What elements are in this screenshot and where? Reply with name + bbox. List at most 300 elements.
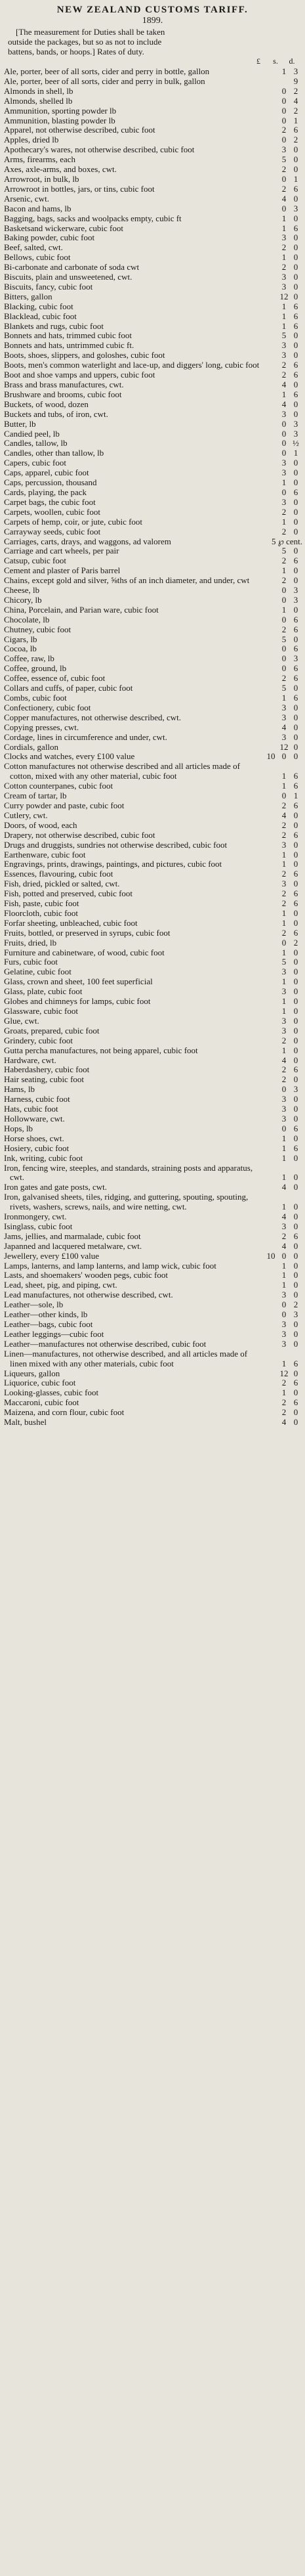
rate-shillings: 1 bbox=[281, 917, 287, 928]
rate-pence: 0 bbox=[293, 526, 298, 536]
tariff-item bbox=[4, 116, 302, 126]
item-rate bbox=[264, 1232, 302, 1242]
item-description: Cordage, lines in circumference and under, cwt. bbox=[4, 731, 167, 742]
item-description: Copper manufactures, not otherwise described, cwt. bbox=[4, 712, 182, 722]
item-rate bbox=[264, 1046, 302, 1056]
rate-shillings: 12 bbox=[279, 1368, 289, 1378]
rate-shillings: 2 bbox=[281, 262, 287, 273]
rate-shillings: 2 bbox=[281, 370, 287, 380]
item-rate bbox=[264, 185, 302, 194]
item-description: Chutney, cubic foot bbox=[4, 624, 71, 634]
rate-shillings: 3 bbox=[281, 712, 287, 722]
rate-shillings: 3 bbox=[281, 408, 287, 419]
rate-shillings: 1 bbox=[281, 389, 287, 399]
tariff-item bbox=[4, 175, 302, 185]
tariff-item bbox=[4, 87, 302, 97]
rate-shillings: 2 bbox=[281, 526, 287, 536]
item-rate bbox=[264, 527, 302, 537]
tariff-item bbox=[4, 674, 302, 684]
rate-pence: 6 bbox=[293, 898, 298, 909]
rate-shillings: 0 bbox=[281, 653, 287, 664]
item-rate bbox=[264, 693, 302, 703]
rate-shillings: 2 bbox=[281, 888, 287, 899]
tariff-item bbox=[4, 546, 302, 556]
item-rate bbox=[264, 478, 302, 488]
rate-pence: 0 bbox=[293, 604, 298, 615]
item-description: Confectionery, cubic foot bbox=[4, 702, 91, 712]
rate-shillings: 2 bbox=[281, 360, 287, 370]
tariff-item bbox=[4, 1271, 302, 1280]
rate-pence: 0 bbox=[293, 1202, 298, 1212]
tariff-item bbox=[4, 1007, 302, 1016]
tariff-item bbox=[4, 155, 302, 165]
item-rate bbox=[264, 615, 302, 625]
item-rate bbox=[264, 400, 302, 410]
rate-shillings: 0 bbox=[281, 1084, 287, 1095]
item-rate bbox=[264, 684, 302, 693]
tariff-item bbox=[4, 380, 302, 390]
rate-shillings: 2 bbox=[281, 829, 287, 840]
item-rate bbox=[264, 508, 302, 517]
item-rate bbox=[264, 390, 302, 400]
tariff-item bbox=[4, 341, 302, 351]
item-description: Maizena, and corn flour, cubic foot bbox=[4, 1407, 125, 1418]
item-rate bbox=[264, 292, 302, 302]
tariff-item bbox=[4, 400, 302, 410]
item-description: Boots, men's common waterlight and lace-up, and diggers' long, cubic foot bbox=[4, 360, 260, 370]
item-description: Gelatine, cubic foot bbox=[4, 967, 71, 977]
tariff-item bbox=[4, 919, 302, 928]
rate-pence: 0 bbox=[293, 516, 298, 527]
item-rate bbox=[264, 351, 302, 360]
tariff-item bbox=[4, 1378, 302, 1388]
item-rate bbox=[264, 703, 302, 713]
tariff-item bbox=[4, 97, 302, 106]
item-rate bbox=[264, 498, 302, 508]
item-description: Bitters, gallon bbox=[4, 291, 52, 301]
tariff-item bbox=[4, 390, 302, 400]
rate-shillings: 0 bbox=[281, 663, 287, 674]
rate-shillings: 1 bbox=[281, 477, 287, 488]
rate-pence: 6 bbox=[293, 1123, 298, 1133]
item-description: Fish, potted and preserved, cubic foot bbox=[4, 888, 133, 899]
tariff-item bbox=[4, 1183, 302, 1192]
rate-shillings: 3 bbox=[281, 967, 287, 977]
rate-shillings: 1 bbox=[281, 781, 287, 791]
tariff-item bbox=[4, 1310, 302, 1320]
rate-shillings: 1 bbox=[281, 907, 287, 918]
item-rate bbox=[264, 458, 302, 468]
item-description: Arsenic, cwt. bbox=[4, 193, 49, 204]
rate-pence: 0 bbox=[293, 1172, 298, 1183]
tariff-item bbox=[4, 537, 302, 547]
item-description: Ink, writing, cubic foot bbox=[4, 1152, 83, 1163]
rate-shillings: 5 bbox=[281, 154, 287, 165]
rate-shillings: 3 bbox=[281, 1015, 287, 1026]
rate-shillings: 0 bbox=[281, 1250, 287, 1261]
rate-shillings: 0 bbox=[281, 105, 287, 116]
tariff-item bbox=[4, 243, 302, 253]
rate-pence: 0 bbox=[293, 1015, 298, 1026]
rate-shillings: 1 bbox=[281, 1358, 287, 1368]
item-rate bbox=[264, 625, 302, 635]
rate-pence: 0 bbox=[293, 859, 298, 869]
item-description: Arrowroot in bottles, jars, or tins, cubic foot bbox=[4, 183, 155, 194]
rate-pounds: 10 bbox=[266, 1250, 275, 1261]
rate-pence: 2 bbox=[293, 135, 298, 145]
item-rate bbox=[264, 840, 302, 850]
rate-pence: 0 bbox=[293, 839, 298, 850]
item-description: Cards, playing, the pack bbox=[4, 487, 87, 497]
tariff-item bbox=[4, 1349, 302, 1369]
item-description: Engravings, prints, drawings, paintings, and pictures, cubic foot bbox=[4, 859, 222, 869]
item-description: Ammunition, blasting powder lb bbox=[4, 115, 115, 125]
rate-pence: 0 bbox=[293, 1280, 298, 1290]
rate-pence: 0 bbox=[293, 683, 298, 693]
item-rate bbox=[264, 273, 302, 282]
column-headers bbox=[8, 56, 297, 66]
item-rate bbox=[264, 586, 302, 596]
rate-pence: 0 bbox=[293, 242, 298, 253]
item-rate bbox=[264, 1280, 302, 1290]
rate-pence: 0 bbox=[293, 1290, 298, 1300]
tariff-item bbox=[4, 1252, 302, 1261]
rate-pence: 0 bbox=[293, 810, 298, 820]
rate-shillings: 1 bbox=[281, 1270, 287, 1280]
tariff-item bbox=[4, 322, 302, 332]
tariff-item bbox=[4, 253, 302, 263]
tariff-item bbox=[4, 743, 302, 753]
item-rate bbox=[264, 214, 302, 224]
rate-shillings: 1 bbox=[281, 1387, 287, 1398]
item-description: Blankets and rugs, cubic foot bbox=[4, 320, 104, 331]
tariff-item bbox=[4, 556, 302, 566]
item-rate bbox=[264, 1378, 302, 1388]
tariff-item bbox=[4, 1075, 302, 1085]
item-rate bbox=[264, 957, 302, 967]
item-rate bbox=[264, 135, 302, 145]
item-rate bbox=[264, 654, 302, 664]
rate-pence: 0 bbox=[293, 731, 298, 742]
item-description: Boots, shoes, slippers, and goloshes, cubic foot bbox=[4, 350, 165, 360]
rate-shillings: 3 bbox=[281, 1319, 287, 1330]
rate-pence: 0 bbox=[293, 712, 298, 722]
item-rate bbox=[264, 1271, 302, 1280]
item-description: Doors, of wood, each bbox=[4, 819, 77, 830]
item-description: Coffee, raw, lb bbox=[4, 653, 54, 664]
rate-shillings: 1 bbox=[281, 516, 287, 527]
item-description: Liquorice, cubic foot bbox=[4, 1378, 76, 1388]
item-rate bbox=[264, 145, 302, 155]
rate-pence: 0 bbox=[293, 1338, 298, 1349]
rate-pence: 6 bbox=[293, 673, 298, 684]
item-rate bbox=[264, 967, 302, 977]
tariff-item bbox=[4, 1280, 302, 1290]
rate-pence: 0 bbox=[293, 1035, 298, 1045]
item-description: Hams, lb bbox=[4, 1084, 35, 1095]
note-line: [The measurement for Duties shall be taken bbox=[16, 27, 165, 37]
rate-pence: 3 bbox=[293, 594, 298, 605]
tariff-item bbox=[4, 448, 302, 458]
tariff-item bbox=[4, 420, 302, 429]
rate-pence: 0 bbox=[293, 272, 298, 282]
item-rate bbox=[264, 448, 302, 458]
rate-pence: 1 bbox=[293, 173, 298, 184]
item-description: Bacon and hams, lb bbox=[4, 203, 71, 213]
item-description: Looking-glasses, cubic foot bbox=[4, 1387, 99, 1398]
item-description: Hollowware, cwt. bbox=[4, 1113, 65, 1124]
rate-ad-valorem: 5 ℘ cent. bbox=[272, 536, 302, 546]
tariff-item bbox=[4, 1154, 302, 1164]
tariff-item bbox=[4, 1026, 302, 1036]
tariff-item bbox=[4, 125, 302, 135]
rate-shillings: 0 bbox=[281, 937, 287, 948]
tariff-item bbox=[4, 360, 302, 370]
rate-shillings: 2 bbox=[281, 242, 287, 253]
item-description: Leather—bags, cubic foot bbox=[4, 1319, 93, 1329]
rate-pence: 6 bbox=[293, 869, 298, 879]
item-rate bbox=[264, 899, 302, 909]
tariff-item bbox=[4, 586, 302, 596]
item-rate bbox=[264, 322, 302, 332]
tariff-item bbox=[4, 576, 302, 586]
tariff-item bbox=[4, 1340, 302, 1349]
tariff-item bbox=[4, 703, 302, 713]
item-description: Furs, cubic foot bbox=[4, 957, 58, 967]
item-rate bbox=[264, 537, 302, 547]
item-rate bbox=[264, 1300, 302, 1310]
item-rate bbox=[264, 67, 302, 77]
rate-pence: 0 bbox=[293, 232, 298, 243]
item-rate bbox=[264, 576, 302, 586]
tariff-item bbox=[4, 517, 302, 527]
rate-shillings: 0 bbox=[281, 487, 287, 497]
rate-pence: 0 bbox=[293, 281, 298, 292]
item-description: Fish, dried, pickled or salted, cwt. bbox=[4, 879, 120, 889]
tariff-item bbox=[4, 821, 302, 831]
item-rate bbox=[264, 987, 302, 997]
rate-shillings: 1 bbox=[281, 311, 287, 321]
item-rate bbox=[264, 1369, 302, 1379]
rate-shillings: 1 bbox=[281, 996, 287, 1007]
tariff-item bbox=[4, 928, 302, 938]
rate-pence: 0 bbox=[293, 1152, 298, 1163]
item-description: Drugs and druggists, sundries not otherwise described, cubic foot bbox=[4, 839, 228, 850]
item-description: Hair seating, cubic foot bbox=[4, 1074, 85, 1085]
rate-shillings: 2 bbox=[281, 927, 287, 938]
item-rate bbox=[264, 743, 302, 753]
item-rate bbox=[264, 566, 302, 576]
item-description: Copying presses, cwt. bbox=[4, 722, 79, 732]
item-rate bbox=[264, 879, 302, 889]
rate-shillings: 12 bbox=[279, 741, 289, 752]
rate-shillings: 3 bbox=[281, 1221, 287, 1231]
tariff-item bbox=[4, 1114, 302, 1124]
tariff-item bbox=[4, 664, 302, 674]
rate-shillings: 1 bbox=[281, 301, 287, 311]
item-description: Brushware and brooms, cubic foot bbox=[4, 389, 122, 399]
item-rate bbox=[264, 263, 302, 273]
rate-pence: 6 bbox=[293, 370, 298, 380]
rate-shillings: 4 bbox=[281, 1182, 287, 1192]
tariff-item bbox=[4, 77, 302, 87]
rate-pence: 0 bbox=[293, 1270, 298, 1280]
rate-pence: 1 bbox=[293, 115, 298, 125]
tariff-item bbox=[4, 273, 302, 282]
tariff-item bbox=[4, 1134, 302, 1144]
tariff-item bbox=[4, 615, 302, 625]
item-rate bbox=[264, 752, 302, 762]
item-rate bbox=[264, 87, 302, 97]
item-description: Chicory, lb bbox=[4, 594, 42, 605]
rate-pence: 6 bbox=[293, 1231, 298, 1241]
tariff-item bbox=[4, 625, 302, 635]
item-rate bbox=[264, 282, 302, 292]
item-rate bbox=[264, 1036, 302, 1046]
tariff-item bbox=[4, 429, 302, 439]
item-rate bbox=[264, 674, 302, 684]
item-rate bbox=[264, 664, 302, 674]
rate-shillings: 4 bbox=[281, 1212, 287, 1222]
rate-shillings: 1 bbox=[281, 1280, 287, 1290]
item-description: Forfar sheeting, unbleached, cubic foot bbox=[4, 917, 138, 928]
tariff-item bbox=[4, 165, 302, 175]
rate-shillings: 3 bbox=[281, 839, 287, 850]
item-description: Harness, cubic foot bbox=[4, 1094, 70, 1104]
item-rate bbox=[264, 860, 302, 869]
page-title: NEW ZEALAND CUSTOMS TARIFF. bbox=[56, 5, 249, 15]
item-description: Blacklead, cubic foot bbox=[4, 311, 77, 321]
item-rate bbox=[264, 1408, 302, 1418]
rate-pence: 6 bbox=[293, 183, 298, 194]
rate-pence: 0 bbox=[293, 1113, 298, 1124]
rate-pence: 0 bbox=[293, 1133, 298, 1143]
tariff-item bbox=[4, 831, 302, 840]
item-description: Cotton counterpanes, cubic foot bbox=[4, 781, 113, 791]
rate-pence: 0 bbox=[293, 468, 298, 478]
item-rate bbox=[264, 869, 302, 879]
item-description: Lead, sheet, pig, and piping, cwt. bbox=[4, 1280, 117, 1290]
tariff-item bbox=[4, 1104, 302, 1114]
item-rate bbox=[264, 420, 302, 429]
rate-shillings: 1 bbox=[281, 1202, 287, 1212]
rate-shillings: 4 bbox=[281, 810, 287, 820]
item-rate bbox=[264, 1104, 302, 1114]
item-rate bbox=[264, 1222, 302, 1232]
col-head-shillings: s. bbox=[273, 56, 278, 66]
item-rate bbox=[264, 77, 302, 87]
item-rate bbox=[264, 116, 302, 126]
item-rate bbox=[264, 1183, 302, 1192]
rate-shillings: 2 bbox=[281, 164, 287, 175]
item-rate bbox=[264, 811, 302, 821]
item-description: China, Porcelain, and Parian ware, cubic foot bbox=[4, 604, 159, 615]
item-rate bbox=[264, 1388, 302, 1398]
item-description: Almonds, shelled lb bbox=[4, 95, 73, 106]
item-rate bbox=[264, 850, 302, 860]
tariff-item bbox=[4, 478, 302, 488]
rate-pence: 0 bbox=[293, 252, 298, 263]
tariff-item bbox=[4, 370, 302, 380]
rate-shillings: 1 bbox=[281, 604, 287, 615]
tariff-item bbox=[4, 1164, 302, 1183]
item-description: Carriage and cart wheels, per pair bbox=[4, 546, 119, 556]
rate-pence: 0 bbox=[293, 849, 298, 860]
item-description: Butter, lb bbox=[4, 418, 36, 429]
item-description: Apothecary's wares, not otherwise described, cubic foot bbox=[4, 144, 195, 155]
item-description: Maccaroni, cubic foot bbox=[4, 1397, 79, 1408]
rate-pence: 0 bbox=[293, 917, 298, 928]
item-rate bbox=[264, 243, 302, 253]
item-rate bbox=[264, 1359, 302, 1369]
rate-pence: 6 bbox=[293, 125, 298, 135]
item-description: Malt, bushel bbox=[4, 1417, 47, 1428]
tariff-item bbox=[4, 1300, 302, 1310]
rate-shillings: 3 bbox=[281, 1104, 287, 1114]
item-rate bbox=[264, 821, 302, 831]
measurement-note bbox=[8, 27, 297, 56]
rate-pence: 3 bbox=[293, 585, 298, 596]
item-description: Hops, lb bbox=[4, 1123, 33, 1133]
tariff-item bbox=[4, 185, 302, 194]
rate-shillings: 2 bbox=[281, 575, 287, 586]
tariff-item bbox=[4, 566, 302, 576]
item-rate bbox=[264, 410, 302, 420]
item-description: Leather—manufactures not otherwise described, cubic foot bbox=[4, 1338, 207, 1349]
item-description: Lamps, lanterns, and lamp lanterns, and lamp wick, cubic foot bbox=[4, 1260, 216, 1271]
item-rate bbox=[264, 1212, 302, 1222]
rate-pence: 6 bbox=[293, 311, 298, 321]
item-rate bbox=[264, 1320, 302, 1330]
rate-shillings: 1 bbox=[281, 1260, 287, 1271]
rate-pence: 0 bbox=[293, 986, 298, 997]
item-rate bbox=[264, 1144, 302, 1154]
tariff-list bbox=[0, 67, 305, 1428]
rate-shillings: 5 bbox=[281, 330, 287, 341]
tariff-item bbox=[4, 781, 302, 791]
rate-shillings: 0 bbox=[281, 438, 287, 448]
item-description: Chocolate, lb bbox=[4, 614, 50, 624]
tariff-item bbox=[4, 850, 302, 860]
rate-shillings: 1 bbox=[281, 565, 287, 576]
tariff-item bbox=[4, 1222, 302, 1232]
item-description: Axes, axle-arms, and boxes, cwt. bbox=[4, 164, 117, 175]
item-description: Carriages, carts, drays, and waggons, ad valorem bbox=[4, 536, 171, 546]
item-description: Haberdashery, cubic foot bbox=[4, 1064, 90, 1075]
item-description: Hats, cubic foot bbox=[4, 1104, 58, 1114]
item-rate bbox=[264, 175, 302, 185]
rate-pence: 0 bbox=[293, 575, 298, 586]
tariff-item bbox=[4, 791, 302, 801]
tariff-item bbox=[4, 1046, 302, 1056]
rate-shillings: 2 bbox=[281, 869, 287, 879]
item-description: Fruits, bottled, or preserved in syrups, cubic foot bbox=[4, 927, 171, 938]
rate-pence: 0 bbox=[293, 879, 298, 889]
tariff-item bbox=[4, 263, 302, 273]
item-description: Ammunition, sporting powder lb bbox=[4, 105, 117, 116]
rate-pence: 6 bbox=[293, 663, 298, 674]
rate-pence: 0 bbox=[293, 957, 298, 967]
tariff-item bbox=[4, 1330, 302, 1340]
item-description: Biscuits, plain and unsweetened, cwt. bbox=[4, 272, 132, 282]
rate-pence: 0 bbox=[293, 1182, 298, 1192]
tariff-item bbox=[4, 1095, 302, 1104]
tariff-item bbox=[4, 733, 302, 743]
rate-shillings: 0 bbox=[281, 594, 287, 605]
rate-shillings: 3 bbox=[281, 281, 287, 292]
rate-pence: 0 bbox=[293, 262, 298, 273]
tariff-item bbox=[4, 644, 302, 654]
